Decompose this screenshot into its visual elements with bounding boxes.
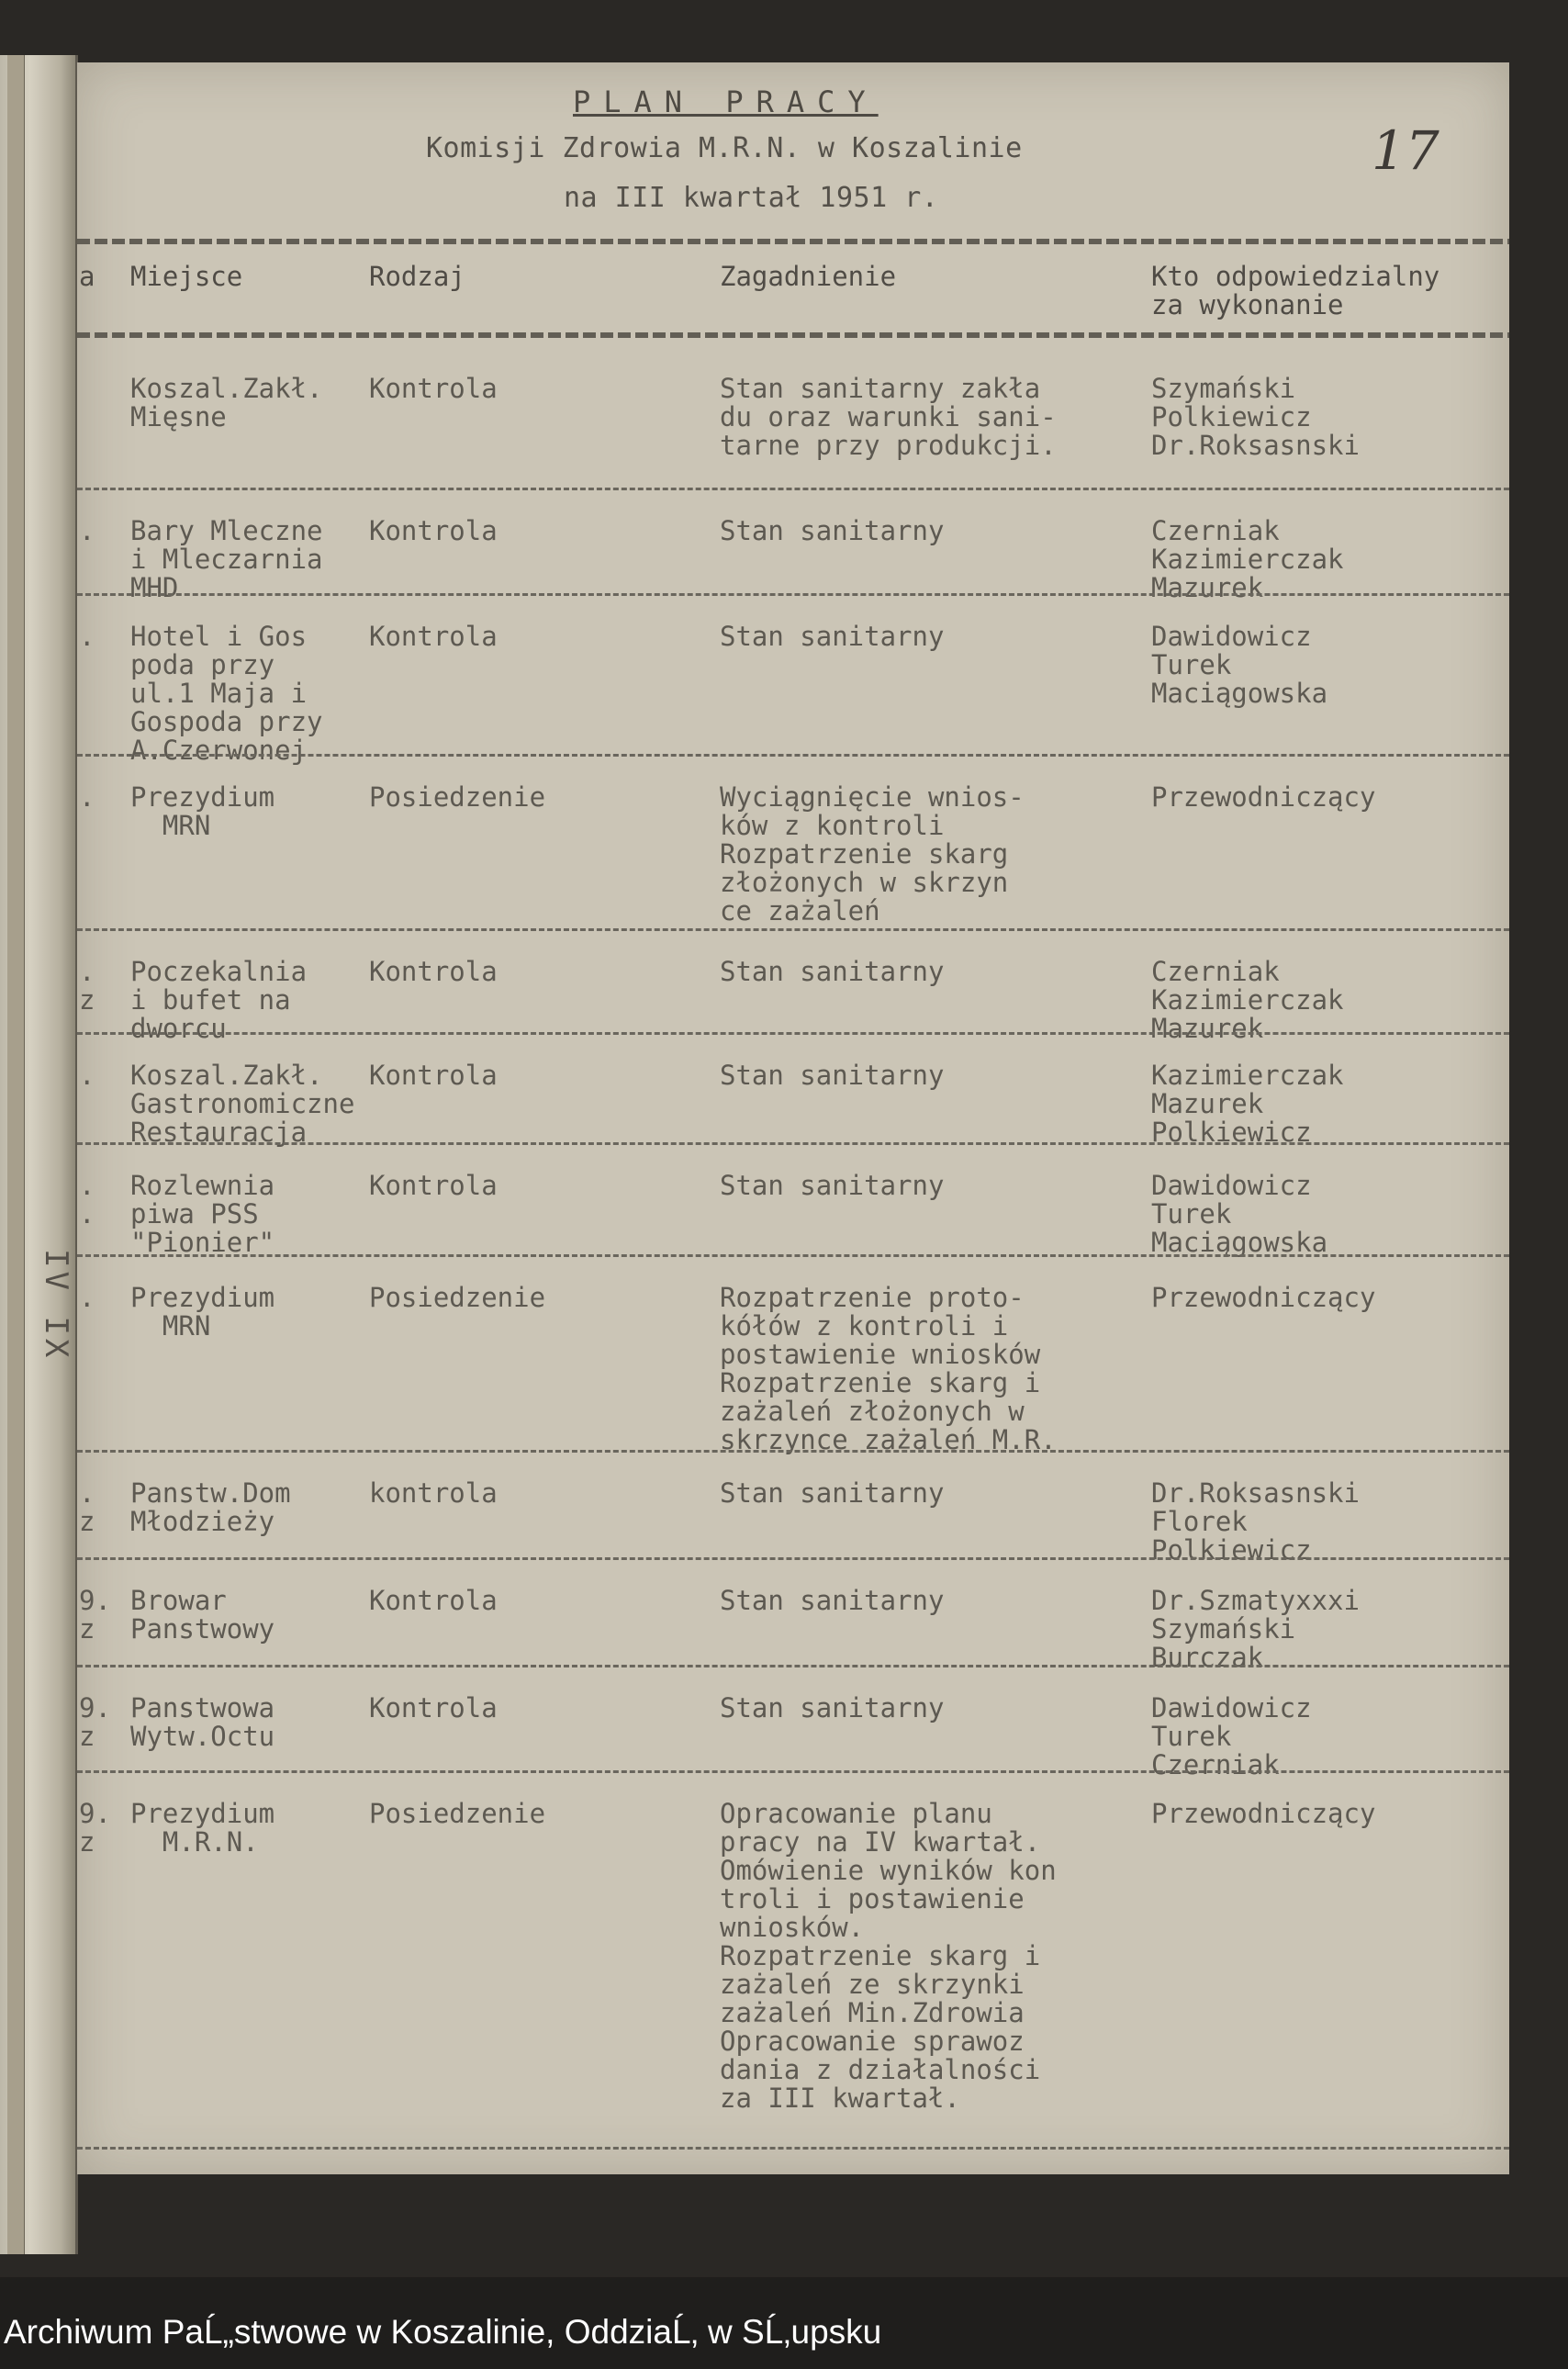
cell-responsible: Dawidowicz Turek Maciągowska (1151, 621, 1328, 709)
handwritten-page-number: 17 (1372, 119, 1439, 182)
cell-place: Hotel i Gos poda przy ul.1 Maja i Gospoda przy A.Czerwonej (130, 621, 323, 766)
row-separator (77, 1450, 1509, 1453)
cell-kind: Kontrola (369, 515, 498, 546)
cell-issue: Stan sanitarny (720, 956, 945, 987)
cell-kind: Kontrola (369, 1170, 498, 1201)
cell-issue: Stan sanitarny (720, 515, 945, 546)
row-separator (77, 1254, 1509, 1257)
cell-responsible: Czerniak Kazimierczak Mazurek (1151, 956, 1344, 1044)
cell-issue: Stan sanitarny zakła du oraz warunki sani- tarne przy produkcji. (720, 373, 1057, 461)
cell-issue: Stan sanitarny (720, 1477, 945, 1509)
cell-place: Bary Mleczne i Mleczarnia MHD (130, 515, 323, 603)
cell-issue: Stan sanitarny (720, 1585, 945, 1616)
row-separator (77, 1142, 1509, 1145)
cell-responsible: Dr.Roksasnski Florek Polkiewicz (1151, 1477, 1360, 1566)
cell-mark: 9. z (79, 1798, 111, 1858)
cell-responsible: Dr.Szmatyxxxi Szymański Burczak (1151, 1585, 1360, 1673)
cell-kind: Posiedzenie (369, 1282, 546, 1313)
cell-issue: Rozpatrzenie proto- kółów z kontroli i postawienie wniosków Rozpatrzenie skarg i zażaleń złożonych w skrzynce zażaleń M.R. (720, 1282, 1057, 1455)
cell-place: Browar Panstwowy (130, 1585, 275, 1645)
cell-responsible: Przewodniczący (1151, 1282, 1376, 1313)
document-title: PLAN PRACY (573, 84, 879, 119)
cell-mark: . z (79, 956, 95, 1016)
document-subtitle: Komisji Zdrowia M.R.N. w Koszalinie (426, 132, 1023, 164)
cell-responsible: Szymański Polkiewicz Dr.Roksasnski (1151, 373, 1360, 461)
row-separator (77, 488, 1509, 490)
document-period: na III kwartał 1951 r. (564, 182, 939, 214)
cell-place: Koszal.Zakł. Mięsne (130, 373, 323, 432)
cell-place: Prezydium M.R.N. (130, 1798, 275, 1858)
header-top-rule (77, 239, 1509, 244)
header-kind: Rodzaj (369, 261, 465, 292)
cell-kind: Kontrola (369, 956, 498, 987)
cell-mark: . (79, 1060, 95, 1091)
cell-issue: Wyciągnięcie wnios- ków z kontroli Rozpatrzenie skarg złożonych w skrzyn ce zażaleń (720, 781, 1025, 926)
cell-responsible: Dawidowicz Turek Maciągowska (1151, 1170, 1328, 1258)
cell-issue: Stan sanitarny (720, 1060, 945, 1091)
row-separator (77, 1557, 1509, 1560)
cell-kind: Kontrola (369, 1060, 498, 1091)
row-separator (77, 593, 1509, 596)
cell-place: Prezydium MRN (130, 1282, 275, 1342)
cell-responsible: Kazimierczak Mazurek Polkiewicz (1151, 1060, 1344, 1148)
cell-mark: . z (79, 1477, 95, 1537)
cell-issue: Stan sanitarny (720, 1692, 945, 1723)
header-issue: Zagadnienie (720, 261, 897, 292)
cell-kind: Posiedzenie (369, 1798, 546, 1829)
binder-edge (7, 55, 25, 2254)
row-separator (77, 928, 1509, 931)
cell-responsible: Czerniak Kazimierczak Mazurek (1151, 515, 1344, 603)
cell-mark: 9. z (79, 1585, 111, 1645)
header-bottom-rule (77, 332, 1509, 338)
cell-place: Koszal.Zakł. Gastronomiczne Restauracja (130, 1060, 355, 1148)
cell-kind: Posiedzenie (369, 781, 546, 813)
cell-issue: Stan sanitarny (720, 621, 945, 652)
binder-margin-marks: IV IX (38, 1249, 74, 1362)
cell-responsible: Przewodniczący (1151, 1798, 1376, 1829)
cell-mark: . (79, 621, 95, 652)
cell-kind: kontrola (369, 1477, 498, 1509)
row-separator (77, 1770, 1509, 1773)
cell-mark: . (79, 1282, 95, 1313)
cell-kind: Kontrola (369, 1692, 498, 1723)
cell-mark: . . (79, 1170, 95, 1229)
header-mark: a (79, 261, 95, 292)
cell-mark: 9. z (79, 1692, 111, 1752)
row-separator (77, 1665, 1509, 1667)
row-separator (77, 2147, 1509, 2150)
cell-mark: . (79, 515, 95, 546)
cell-issue: Stan sanitarny (720, 1170, 945, 1201)
document-page (77, 62, 1509, 2174)
row-separator (77, 1032, 1509, 1035)
header-responsible: Kto odpowiedzialny za wykonanie (1151, 261, 1440, 320)
cell-place: Panstwowa Wytw.Octu (130, 1692, 275, 1752)
header-place: Miejsce (130, 261, 243, 292)
cell-mark: . (79, 781, 95, 813)
cell-responsible: Dawidowicz Turek Czerniak (1151, 1692, 1312, 1780)
row-separator (77, 754, 1509, 757)
cell-kind: Kontrola (369, 373, 498, 404)
cell-issue: Opracowanie planu pracy na IV kwartał. Omówienie wyników kon troli i postawienie wniosków. Rozpatrzenie skarg i zażaleń ze skrzynki zażaleń Min.Zdrowia Opracowanie sprawoz dania z działalności za III kwartał. (720, 1798, 1057, 2114)
cell-place: Panstw.Dom Młodzieży (130, 1477, 291, 1537)
archive-credit: Archiwum PaĹ„stwowe w Koszalinie, OddziaĹ‚ w SĹ‚upsku (4, 2313, 882, 2351)
cell-kind: Kontrola (369, 1585, 498, 1616)
cell-place: Prezydium MRN (130, 781, 275, 841)
cell-responsible: Przewodniczący (1151, 781, 1376, 813)
cell-place: Poczekalnia i bufet na dworcu (130, 956, 308, 1044)
cell-kind: Kontrola (369, 621, 498, 652)
cell-place: Rozlewnia piwa PSS "Pionier" (130, 1170, 275, 1258)
